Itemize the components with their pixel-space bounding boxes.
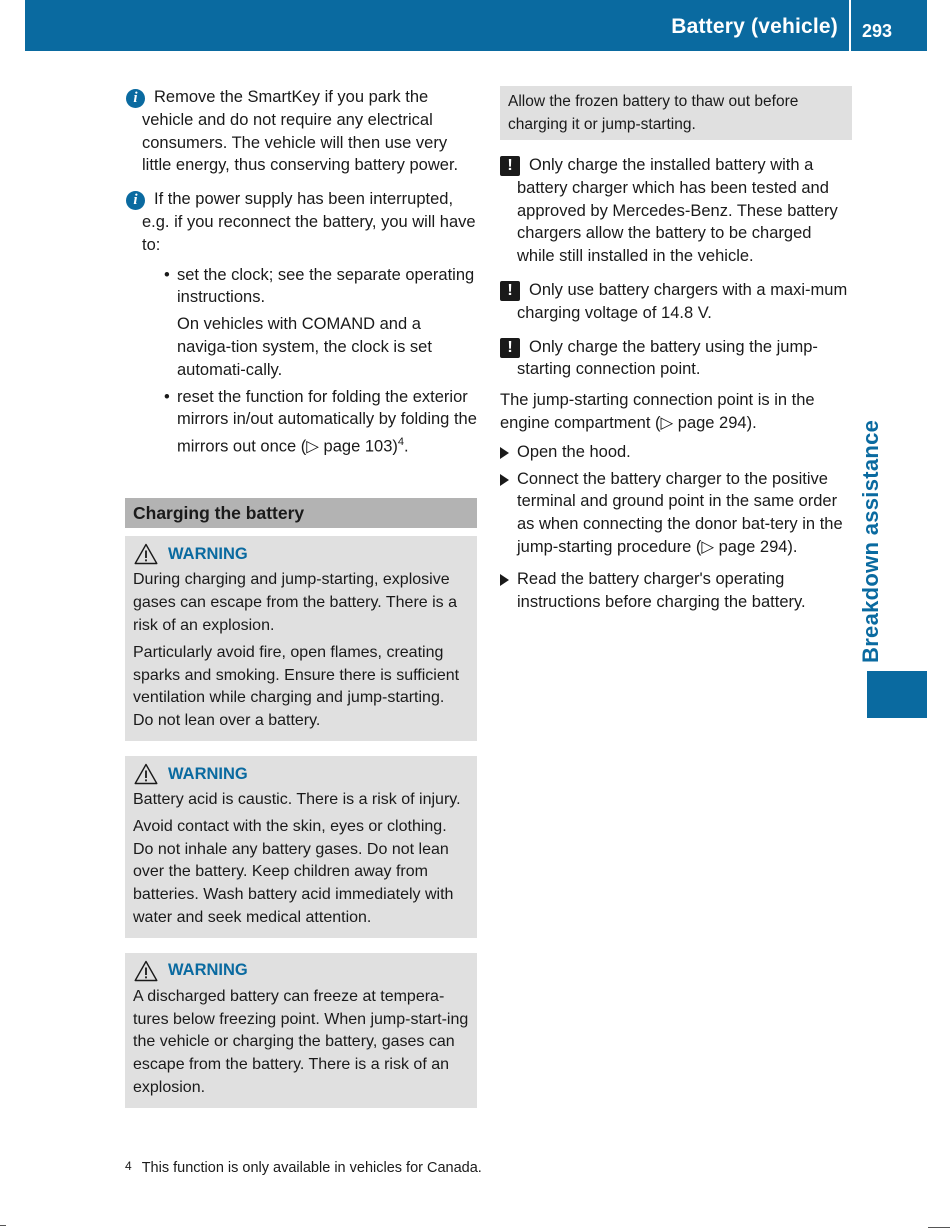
notice <box>500 336 852 382</box>
info-note-text: Remove the SmartKey if you park the vehicle and do not require any electrical consumers. The vehicle will then use very little energy, thus conserving battery power. <box>142 88 459 175</box>
instruction-step <box>500 568 852 614</box>
warning-text: A discharged battery can freeze at tempera-tures below freezing point. When jump-start-ing the vehicle or charging the battery, gases can escape from the battery. There is a risk of an explosion. <box>133 987 469 1096</box>
notice-text: Only charge the installed battery with a battery charger which has been tested and approved by Mercedes-Benz. These battery chargers allow the battery to be charged while still installed in the vehicle. <box>517 156 838 266</box>
page-title: Battery (vehicle) <box>671 15 838 38</box>
note-box: Allow the frozen battery to thaw out before charging it or jump-starting. <box>500 86 852 140</box>
list-item-subtext: On vehicles with COMAND and a naviga-tion system, the clock is set automati-cally. <box>177 315 432 379</box>
list-item-text: set the clock; see the separate operating instructions. <box>177 265 475 307</box>
info-note <box>125 188 477 458</box>
info-icon: i <box>126 89 145 108</box>
warning-label: WARNING <box>168 961 248 980</box>
crop-mark <box>0 1225 6 1226</box>
warning-box <box>125 953 477 1108</box>
warning-text: During charging and jump-starting, explosive gases can escape from the battery. There is a risk of an explosion. <box>133 571 458 635</box>
side-tab-label: Breakdown assistance <box>858 419 883 663</box>
warning-triangle-icon <box>134 960 158 982</box>
footnote <box>125 1157 482 1177</box>
warning-text: Battery acid is caustic. There is a risk of injury. <box>133 791 461 809</box>
footnote-text: This function is only available in vehicles for Canada. <box>141 1160 482 1176</box>
info-note-text: If the power supply has been interrupted, e.g. if you reconnect the battery, you will have to: <box>142 190 476 254</box>
instruction-step <box>500 441 852 464</box>
exclamation-icon: ! <box>500 156 520 176</box>
warning-heading <box>133 763 469 785</box>
body-paragraph: The jump-starting connection point is in the engine compartment (▷ page 294). <box>500 391 815 432</box>
step-arrow-icon <box>500 574 509 586</box>
warning-text: Avoid contact with the skin, eyes or clothing. Do not inhale any battery gases. Do not lean over the battery. Keep children away from batteries. Wash battery acid immediately with water and seek medical attention. <box>133 817 454 927</box>
warning-heading <box>133 960 469 982</box>
list-item-text: reset the function for folding the exterior mirrors in/out automatically by folding the mirrors out once (▷ page 103) <box>177 387 477 456</box>
warning-box <box>125 756 477 938</box>
info-icon: i <box>126 191 145 210</box>
step-text: Read the battery charger's operating instructions before charging the battery. <box>517 569 806 611</box>
warning-label: WARNING <box>168 544 248 563</box>
footnote-reference: 4 <box>397 436 404 449</box>
warning-label: WARNING <box>168 764 248 783</box>
side-tab-marker <box>867 671 927 718</box>
info-note <box>125 86 477 177</box>
section-heading: Charging the battery <box>125 498 477 528</box>
notice <box>500 279 852 325</box>
exclamation-icon: ! <box>500 281 520 301</box>
warning-triangle-icon <box>134 543 158 565</box>
header-divider <box>849 0 851 51</box>
section-side-tab <box>858 395 898 663</box>
instruction-step <box>500 468 852 559</box>
list-item <box>164 386 477 459</box>
footnote-number: 4 <box>125 1159 132 1173</box>
left-column <box>125 86 477 1108</box>
step-text: Connect the battery charger to the positive terminal and ground point in the same order as when connecting the donor bat-tery in the jump-starting procedure (▷ page 294). <box>517 469 843 556</box>
list-item-suffix: . <box>404 437 409 456</box>
bullet-list <box>164 264 477 459</box>
page-number: 293 <box>862 21 893 41</box>
warning-box <box>125 536 477 741</box>
warning-text: Particularly avoid fire, open flames, creating sparks and smoking. Ensure there is sufficient ventilation while charging and jump-starting. Do not lean over a battery. <box>133 643 460 730</box>
right-column <box>500 86 852 613</box>
warning-triangle-icon <box>134 763 158 785</box>
list-item <box>164 264 477 382</box>
step-arrow-icon <box>500 474 509 486</box>
exclamation-icon: ! <box>500 338 520 358</box>
notice <box>500 154 852 268</box>
notice-text: Only use battery chargers with a maxi-mum charging voltage of 14.8 V. <box>517 280 848 322</box>
warning-heading <box>133 543 469 565</box>
notice-text: Only charge the battery using the jump-starting connection point. <box>517 337 818 379</box>
step-arrow-icon <box>500 447 509 459</box>
step-text: Open the hood. <box>517 442 631 461</box>
crop-mark <box>928 1227 950 1228</box>
